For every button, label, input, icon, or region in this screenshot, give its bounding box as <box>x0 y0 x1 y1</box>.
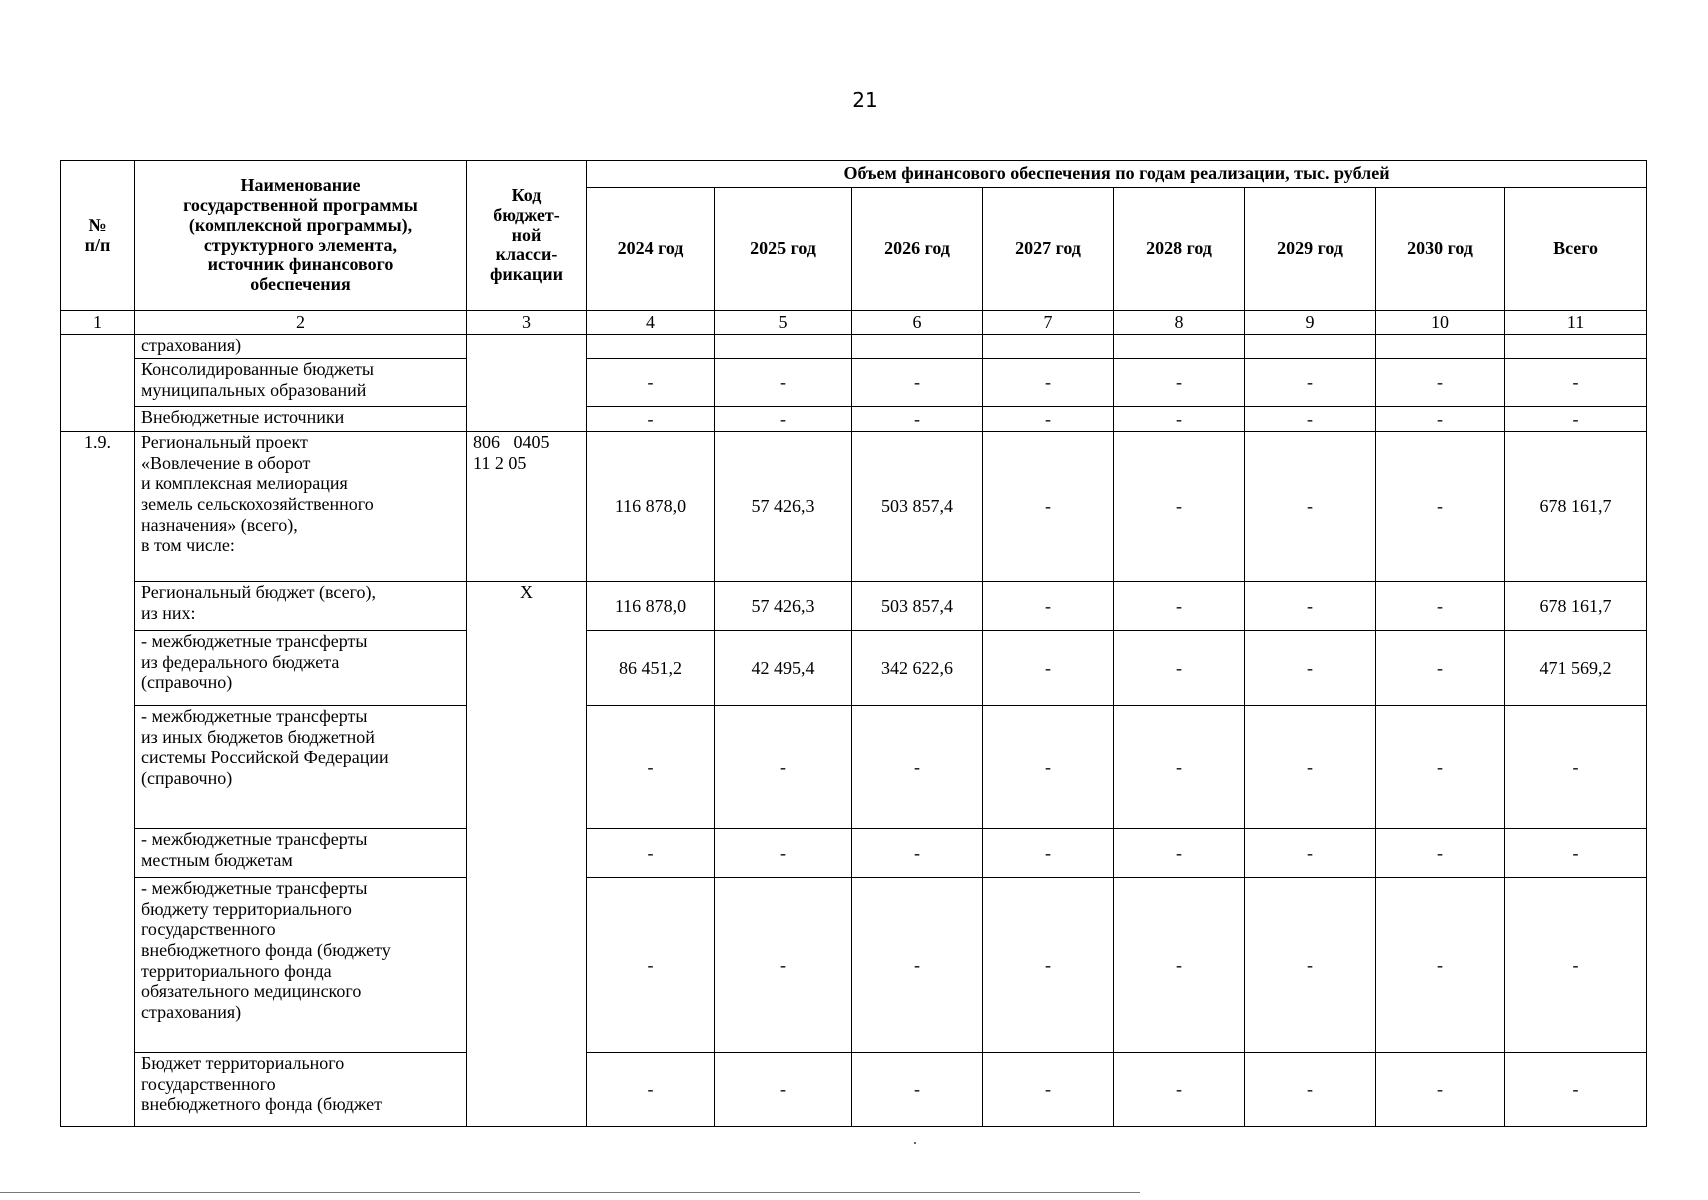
value-cell: - <box>983 878 1114 1053</box>
value-cell: - <box>852 829 983 878</box>
table-row <box>61 359 1647 407</box>
page-number: 21 <box>852 88 878 112</box>
value-cell: - <box>715 1053 852 1127</box>
value-cell: - <box>983 829 1114 878</box>
value-cell: - <box>1376 829 1505 878</box>
value-cell: - <box>715 878 852 1053</box>
value-cell: - <box>1114 829 1245 878</box>
value-cell: - <box>715 829 852 878</box>
value-cell: - <box>1245 582 1376 631</box>
value-cell: 116 878,0 <box>587 582 715 631</box>
header-year: 2029 год <box>1245 188 1376 311</box>
value-cell: - <box>1505 1053 1647 1127</box>
value-cell: - <box>1505 829 1647 878</box>
value-cell: - <box>1114 359 1245 407</box>
value-cell: - <box>1245 432 1376 582</box>
header-year: 2028 год <box>1114 188 1245 311</box>
value-cell: 678 161,7 <box>1505 582 1647 631</box>
row-name: Бюджет территориального государственного внебюджетного фонда (бюджет <box>135 1053 467 1127</box>
value-cell: - <box>852 407 983 432</box>
column-number: 8 <box>1114 311 1245 335</box>
value-cell: - <box>1114 1053 1245 1127</box>
value-cell: - <box>587 706 715 829</box>
table-row <box>61 582 1647 631</box>
value-cell: - <box>1505 359 1647 407</box>
value-cell: 57 426,3 <box>715 582 852 631</box>
value-cell: - <box>1376 432 1505 582</box>
column-number: 2 <box>135 311 467 335</box>
value-cell: - <box>1505 878 1647 1053</box>
value-cell: - <box>1245 631 1376 706</box>
column-number: 10 <box>1376 311 1505 335</box>
value-cell: - <box>983 706 1114 829</box>
table-row <box>61 631 1647 706</box>
value-cell: - <box>715 407 852 432</box>
header-col-group: Объем финансового обеспечения по годам реализации, тыс. рублей <box>587 161 1647 188</box>
table-row <box>61 1053 1647 1127</box>
header-year: 2026 год <box>852 188 983 311</box>
row-code-cell <box>467 335 587 432</box>
value-cell: - <box>1376 359 1505 407</box>
header-year: 2025 год <box>715 188 852 311</box>
value-cell: - <box>852 359 983 407</box>
financial-table <box>60 160 1647 1127</box>
value-cell: - <box>983 359 1114 407</box>
value-cell: 342 622,6 <box>852 631 983 706</box>
value-cell: - <box>1245 878 1376 1053</box>
value-cell: - <box>587 1053 715 1127</box>
row-number-cell: 1.9. <box>61 432 135 1127</box>
value-cell <box>587 335 715 359</box>
value-cell: - <box>1376 706 1505 829</box>
row-name: страхования) <box>135 335 467 359</box>
row-name: Консолидированные бюджеты муниципальных образований <box>135 359 467 407</box>
column-number: 5 <box>715 311 852 335</box>
header-col-code: Код бюджет- ной класси- фикации <box>467 161 587 311</box>
header-row-1 <box>61 161 1647 188</box>
value-cell: - <box>852 1053 983 1127</box>
table-row <box>61 829 1647 878</box>
header-year: 2027 год <box>983 188 1114 311</box>
row-name: Региональный бюджет (всего), из них: <box>135 582 467 631</box>
column-number: 6 <box>852 311 983 335</box>
value-cell: - <box>587 878 715 1053</box>
value-cell <box>715 335 852 359</box>
scan-speck <box>914 1142 916 1144</box>
row-name: Региональный проект «Вовлечение в оборот и комплексная мелиорация земель сельскохозяйственного назначения» (всего), в том числе: <box>135 432 467 582</box>
value-cell: - <box>983 1053 1114 1127</box>
value-cell: - <box>1245 1053 1376 1127</box>
value-cell: - <box>1114 706 1245 829</box>
value-cell: 503 857,4 <box>852 432 983 582</box>
value-cell: 471 569,2 <box>1505 631 1647 706</box>
column-number: 9 <box>1245 311 1376 335</box>
column-number: 4 <box>587 311 715 335</box>
row-code-cell: Х <box>467 582 587 1127</box>
value-cell <box>852 335 983 359</box>
value-cell <box>1245 335 1376 359</box>
value-cell: 678 161,7 <box>1505 432 1647 582</box>
value-cell: - <box>1245 829 1376 878</box>
value-cell <box>1114 335 1245 359</box>
value-cell: - <box>587 829 715 878</box>
value-cell: - <box>1505 407 1647 432</box>
row-code-cell: 806 0405 11 2 05 <box>467 432 587 582</box>
column-number: 7 <box>983 311 1114 335</box>
value-cell: - <box>1376 407 1505 432</box>
header-year: 2030 год <box>1376 188 1505 311</box>
header-col-no: № п/п <box>61 161 135 311</box>
row-name: - межбюджетные трансферты из федерального бюджета (справочно) <box>135 631 467 706</box>
column-number-row <box>61 311 1647 335</box>
value-cell: - <box>852 706 983 829</box>
value-cell: - <box>587 359 715 407</box>
value-cell: - <box>715 359 852 407</box>
value-cell: - <box>1376 1053 1505 1127</box>
value-cell: 116 878,0 <box>587 432 715 582</box>
header-total: Всего <box>1505 188 1647 311</box>
value-cell: - <box>1114 582 1245 631</box>
header-year: 2024 год <box>587 188 715 311</box>
value-cell: - <box>1376 631 1505 706</box>
value-cell: 503 857,4 <box>852 582 983 631</box>
value-cell: 57 426,3 <box>715 432 852 582</box>
row-name: Внебюджетные источники <box>135 407 467 432</box>
row-name: - межбюджетные трансферты из иных бюджетов бюджетной системы Российской Федерации (справочно) <box>135 706 467 829</box>
table-row <box>61 878 1647 1053</box>
value-cell: - <box>1505 706 1647 829</box>
value-cell: - <box>983 407 1114 432</box>
row-name: - межбюджетные трансферты местным бюджетам <box>135 829 467 878</box>
table-row <box>61 432 1647 582</box>
value-cell: - <box>983 631 1114 706</box>
value-cell: 86 451,2 <box>587 631 715 706</box>
value-cell: - <box>1245 706 1376 829</box>
value-cell: - <box>1245 359 1376 407</box>
column-number: 1 <box>61 311 135 335</box>
table-row <box>61 335 1647 359</box>
value-cell: 42 495,4 <box>715 631 852 706</box>
value-cell: - <box>587 407 715 432</box>
value-cell: - <box>1114 878 1245 1053</box>
value-cell: - <box>1376 878 1505 1053</box>
value-cell: - <box>715 706 852 829</box>
column-number: 3 <box>467 311 587 335</box>
value-cell: - <box>852 878 983 1053</box>
header-col-name: Наименование государственной программы (комплексной программы), структурного элемента, источник финансового обеспечения <box>135 161 467 311</box>
value-cell: - <box>1114 631 1245 706</box>
value-cell: - <box>1114 407 1245 432</box>
value-cell <box>1505 335 1647 359</box>
value-cell: - <box>983 432 1114 582</box>
bottom-rule <box>0 1192 1140 1193</box>
row-number-cell <box>61 335 135 432</box>
value-cell: - <box>983 582 1114 631</box>
row-name: - межбюджетные трансферты бюджету территориального государственного внебюджетного фонда (бюджету территориального фонда обязательного медицинского страхования) <box>135 878 467 1053</box>
value-cell: - <box>1376 582 1505 631</box>
column-number: 11 <box>1505 311 1647 335</box>
table-row <box>61 407 1647 432</box>
table-row <box>61 706 1647 829</box>
value-cell: - <box>1245 407 1376 432</box>
value-cell <box>983 335 1114 359</box>
value-cell: - <box>1114 432 1245 582</box>
value-cell <box>1376 335 1505 359</box>
